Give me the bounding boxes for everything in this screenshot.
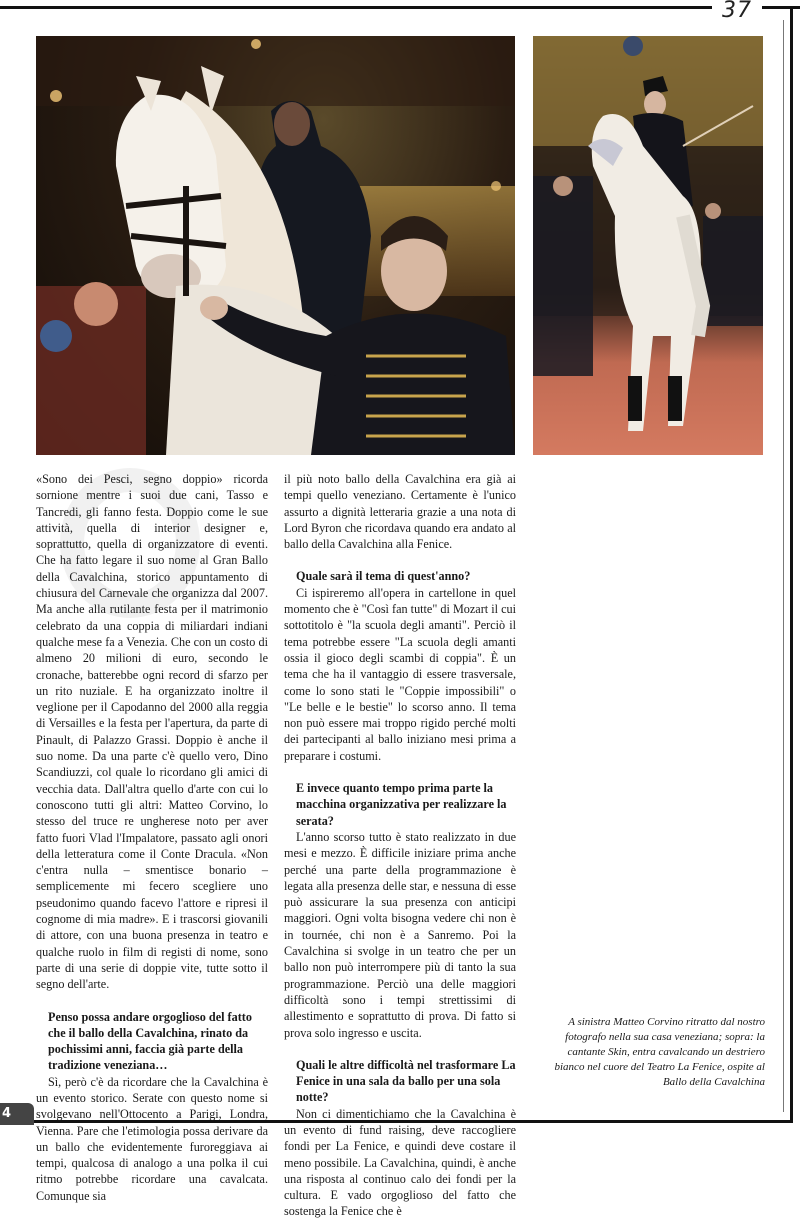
- corner-page-tab: 4: [0, 1103, 34, 1125]
- article-column-left: [36, 471, 268, 1204]
- paragraph: il più noto ballo della Cavalchina era già ai tempi quello veneziano. Certamente è l'unico assurto a dignità letteraria grazie a una nota di Lord Byron che ricordava quando era andato al ballo della Cavalchina alla Fenice.: [284, 472, 516, 552]
- photo-rider-theatre-illustration: [533, 36, 763, 455]
- photo-horse-portrait: [36, 36, 515, 455]
- page-frame-top: [0, 6, 800, 9]
- paragraph: L'anno scorso tutto è stato realizzato in due mesi e mezzo. È difficile iniziare prima anche perché una parte della programmazione è legata alla presenza delle star, e nessuna di esse può assicurare la sua presenza con anticipi maggiori. Ogni volta bisogna vedere chi non è in tournée, chi non è a Sanremo. Poi la Cavalchina si svolge in un teatro che per un ballo non può interrompere più di tanto la sua programmazione. Perciò una delle maggiori difficoltà sono i tempi strettissimi di allestimento e soprattutto di prova. Di fatto si prova solo ingresso e uscita.: [284, 829, 516, 1040]
- photo-horse-portrait-illustration: [36, 36, 515, 455]
- page-number: 37: [712, 0, 762, 22]
- paragraph: Non ci dimentichiamo che la Cavalchina è un evento di fund raising, deve raccogliere fondi per La Fenice, e quindi deve costare il meno possibile. La Cavalchina, quindi, è anche una risposta al continuo calo dei fondi per la cultura. E vado orgoglioso del fatto che sostenga la Fenice che è: [284, 1106, 516, 1219]
- page-frame-right: [790, 6, 793, 1122]
- article-column-right: [284, 471, 516, 1220]
- interview-question: E invece quanto tempo prima parte la macchina organizzativa per realizzare la serata?: [296, 781, 507, 828]
- paragraph: «Sono dei Pesci, segno doppio» ricorda sornione mentre i suoi due cani, Tasso e Tancredi, gli fanno festa. Doppio come le sue attività, quella di interior designer e, soprattutto, quella di organizzatore di eventi. Che ha fatto legare il suo nome al Gran Ballo della Cavalchina, storico appuntamento di chiusura del Carnevale che organizza dal 2007. Ma anche alla rutilante festa per il matrimonio celebrato da una coppia di miliardari indiani qualche mese fa a Venezia. Che con un costo di almeno 20 milioni di euro, secondo le cronache, batterebbe ogni record di sfarzo per un rito nuziale. E ha organizzato inoltre il veglione per il Capodanno del 2000 alla reggia di Versailles e la festa per l'apertura, da parte di Pinault, di Palazzo Grassi. Doppio è anche il suo nome. Da una parte c'è quello vero, Dino Scandiuzzi, col quale lo ricordano gli amici di vecchia data. Dall'altra quello d'arte con cui lo conoscono tutti gli altri: Matteo Corvino, lo stesso del truce re ungherese noto per aver fatto fuori Vlad l'Impalatore, passato agli onori della letteratura come il Conte Dracula. «Non c'entra nulla – smentisce bonario – semplicemente mi fecero scegliere uno pseudonimo quando facevo l'attore e ripresi il cognome di mia madre». E i trascorsi giovanili di attore, con una buona presenza in teatro e qualche ruolo in film di registi di nome, sono parte di una serie di doppie vite, tutte sotto il segno dell'arte.: [36, 472, 268, 992]
- interview-question: Quale sarà il tema di quest'anno?: [296, 569, 471, 584]
- photo-caption: A sinistra Matteo Corvino ritratto dal nostro fotografo nella sua casa veneziana; sopra: la cantante Skin, entra cavalcando un destriero bianco nel cuore del Teatro La Fenice, ospite al Ballo della Cavalchina: [554, 1016, 765, 1088]
- interview-question: Penso possa andare orgoglioso del fatto che il ballo della Cavalchina, rinato da pochissimi anni, faccia già parte della tradizione veneziana…: [48, 1009, 252, 1073]
- photo-rider-theatre: [533, 36, 763, 455]
- interview-question: Quali le altre difficoltà nel trasformare La Fenice in una sala da ballo per una sola notte?: [296, 1057, 516, 1105]
- page-frame-inner-line: [783, 20, 784, 1112]
- paragraph: Ci ispireremo all'opera in cartellone in quel momento che è "Così fan tutte" di Mozart il cui sottotitolo è "la scuola degli amanti". Perciò il tema potrebbe essere "La scuola degli amanti ossia il gioco degli scambi di coppia". È un tema che ha il vantaggio di essere trasversale, come lo sono stati le "Coppie impossibili" o "Le belle e le bestie" lo scorso anno. Il tema non può essere mai troppo rigido perché molti dei partecipanti al ballo iniziano mesi prima a preparare i costumi.: [284, 585, 516, 763]
- paragraph: Sì, però c'è da ricordare che la Cavalchina è un evento storico. Serate con questo nome si svolgevano nell'Ottocento a Parigi, Londra, Vienna. Pare che l'etimologia possa derivare da un ballo che evidentemente furoreggiava ai tempi, qualcosa di analogo a una polka il cui ritmo potrebbe ricordare una cavalcata. Comunque sia: [36, 1074, 268, 1203]
